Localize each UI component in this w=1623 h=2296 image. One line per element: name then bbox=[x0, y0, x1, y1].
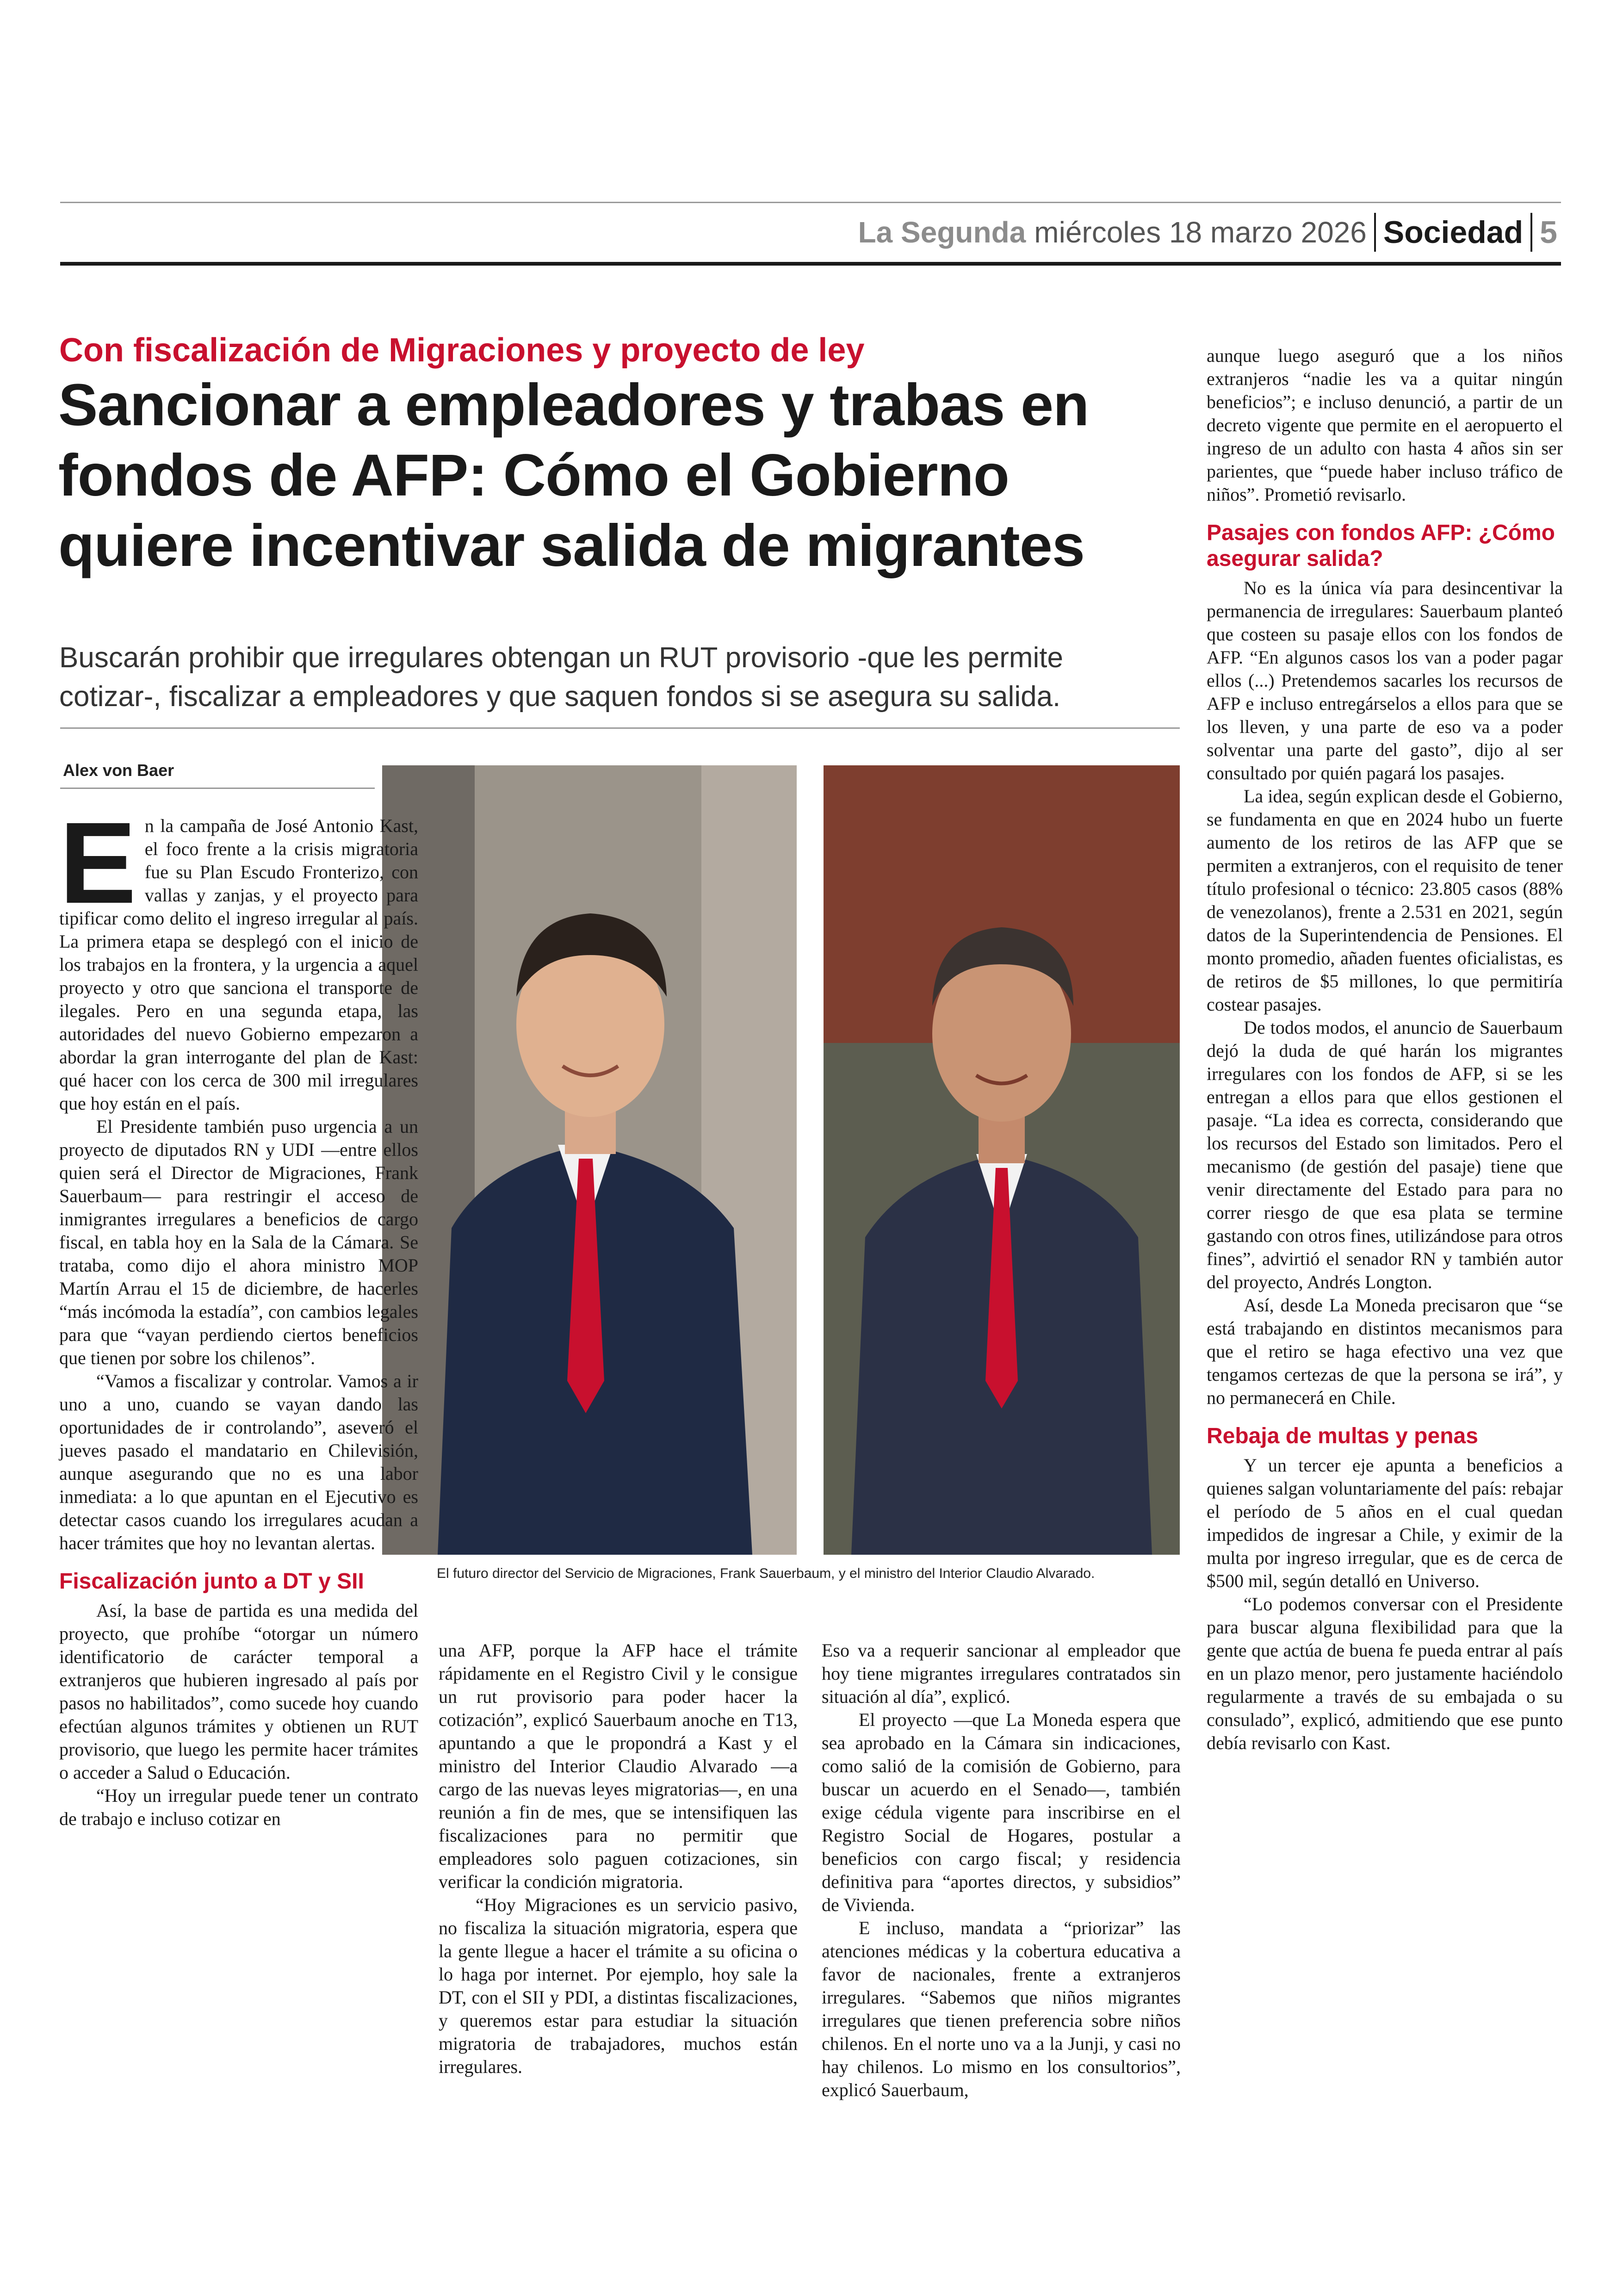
article-column-3 bbox=[822, 1639, 1181, 2102]
article-column-2 bbox=[439, 1639, 798, 2079]
paragraph: aunque luego aseguró que a los niños extranjeros “nadie les va a quitar ningún beneficios”; e incluso denunció, a partir de un decreto vigente que permite en el aeropuerto el ingreso de un adulto con hasta 4 años sin ser parientes, que “puede haber incluso tráfico de niños”. Prometió revisarlo. bbox=[1207, 345, 1563, 505]
newspaper-name: La Segunda bbox=[858, 216, 1026, 249]
dek-line: Buscarán prohibir que irregulares obtengan un RUT provisorio -que les permite bbox=[59, 642, 1063, 674]
header-divider-2 bbox=[1530, 213, 1532, 252]
issue-date: miércoles 18 marzo 2026 bbox=[1034, 216, 1367, 249]
photo-claudio-alvarado bbox=[824, 765, 1180, 1555]
portrait-illustration-2 bbox=[824, 765, 1180, 1555]
paragraph: No es la única vía para desincentivar la permanencia de irregulares: Sauerbaum planteó que costeen su pasaje ellos con los fondos de AFP. “En algunos casos los van a poder pagar ellos (...) Pretendemos sacarles los recursos de AFP e incluso entregárselos a ellos para que se los lleven, y una parte de eso va a poder solventar una parte del gasto”, dijo al ser consultado por quién pagará los pasajes. bbox=[1207, 577, 1563, 783]
page-header bbox=[858, 207, 1557, 257]
photo-frank-sauerbaum bbox=[382, 765, 797, 1555]
paragraph: La idea, según explican desde el Gobierno, se fundamenta en que en 2024 hubo un fuerte aumento de los retiros de las AFP que se permiten a extranjeros, con el requisito de tener título profesional o técnico: 23.805 casos (88% de venezolanos), frente a 2.531 en 2021, según datos de la Superintendencia de Pensiones. El monto promedio, añaden fuentes oficialistas, es de retiros de $5 millones, lo que permitiría costear pasajes. bbox=[1207, 786, 1563, 1015]
subheading-rebaja: Rebaja de multas y penas bbox=[1207, 1424, 1478, 1448]
header-bottom-rule bbox=[60, 262, 1561, 266]
article-column-4 bbox=[1207, 344, 1563, 1755]
dek-line: cotizar-, fiscalizar a empleadores y que saquen fondos si se asegura su salida. bbox=[59, 681, 1061, 713]
headline-line: Sancionar a empleadores y trabas en bbox=[58, 372, 1089, 438]
article-dek bbox=[59, 639, 1179, 716]
byline: Alex von Baer bbox=[63, 761, 174, 780]
paragraph: De todos modos, el anuncio de Sauerbaum dejó la duda de qué harán los migrantes irregulares con los fondos de AFP, si se les entregan a ellos para que ellos gestionen el pasaje. “La idea es correcta, considerando que los recursos del Estado son limitados. Pero el mecanismo (de gestión del pasaje) tiene que venir directamente del Estado para para no correr riesgo de que esa plata se termine gastando con otros fines, utilizándose para otros fines”, advirtió el senador RN y también autor del proyecto, Andrés Longton. bbox=[1207, 1017, 1563, 1292]
paragraph: “Vamos a fiscalizar y controlar. Vamos a ir uno a uno, cuando se vayan dando las oportunidades de ir controlando”, aseveró el jueves pasado el mandatario en Chilevisión, aunque asegurando que no es una labor inmediata: a lo que apuntan en el Ejecutivo es detectar casos cuando los irregulares acudan a hacer trámites que hoy no levantan alertas. bbox=[59, 1371, 418, 1553]
drop-cap: E bbox=[59, 798, 136, 927]
paragraph: El Presidente también puso urgencia a un proyecto de diputados RN y UDI —entre ellos quien será el Director de Migraciones, Frank Sauerbaum— para restringir el acceso de inmigrantes irregulares a beneficios de cargo fiscal, en tabla hoy en la Sala de la Cámara. Se trataba, como dijo el ahora ministro MOP Martín Arrau el 15 de diciembre, de hacerles “más incómoda la estadía”, con cambios legales para que “vayan perdiendo ciertos beneficios que tienen por sobre los chilenos”. bbox=[59, 1116, 418, 1368]
dek-rule bbox=[60, 727, 1180, 729]
paragraph: una AFP, porque la AFP hace el trámite rápidamente en el Registro Civil y le consigue un rut provisorio para poder hacer la cotización”, explicó Sauerbaum anoche en T13, apuntando a que le propondrá a Kast y el ministro del Interior Claudio Alvarado —a cargo de las nuevas leyes migratorias—, en una reunión a fin de mes, que se intensifiquen las fiscalizaciones para no permitir que empleadores solo paguen cotizaciones, sin verificar la condición migratoria. bbox=[439, 1640, 798, 1892]
paragraph: Así, desde La Moneda precisaron que “se está trabajando en distintos mecanismos para que el retiro se haga efectivo una vez que tengamos certezas de que la persona se irá”, y no permanecerá en Chile. bbox=[1207, 1295, 1563, 1408]
paragraph: “Hoy Migraciones es un servicio pasivo, no fiscaliza la situación migratoria, espera que la gente llegue a hacer el trámite a su oficina o lo haga por internet. Por ejemplo, hoy sale la DT, con el SII y PDI, a distintas fiscalizaciones, y queremos estar para estudiar la situación migratoria de trabajadores, muchos están irregulares. bbox=[439, 1894, 798, 2077]
photo-caption: El futuro director del Servicio de Migraciones, Frank Sauerbaum, y el ministro del Interior Claudio Alvarado. bbox=[437, 1566, 1095, 1581]
paragraph bbox=[59, 798, 418, 1115]
headline-line: quiere incentivar salida de migrantes bbox=[58, 513, 1085, 579]
article-kicker: Con fiscalización de Migraciones y proyecto de ley bbox=[59, 332, 865, 369]
subheading-fiscalizacion: Fiscalización junto a DT y SII bbox=[59, 1569, 364, 1594]
paragraph: Eso va a requerir sancionar al empleador que hoy tiene migrantes irregulares contratados sin situación al día”, explicó. bbox=[822, 1640, 1181, 1707]
subheading-pasajes: Pasajes con fondos AFP: ¿Cómo asegurar salida? bbox=[1207, 521, 1555, 571]
paragraph: Y un tercer eje apunta a beneficios a quienes salgan voluntariamente del país: rebajar el período de 5 años en el cual quedan impedidos de ingresar a Chile, y eximir de la multa por ingreso irregular, que es de cerca de $500 mil, según detalló en Universo. bbox=[1207, 1455, 1563, 1591]
paragraph: “Lo podemos conversar con el Presidente para buscar alguna flexibilidad para que la gente que actúa de buena fe pueda entrar al país en un plazo menor, pero justamente haciéndolo regularmente a través de su embajada o su consulado”, explicó, admitiendo que ese punto debía revisarlo con Kast. bbox=[1207, 1594, 1563, 1753]
paragraph-text: n la campaña de José Antonio Kast, el foco frente a la crisis migratoria fue su Plan Escudo Fronterizo, con vallas y zanjas, y el proyecto para tipificar como delito el ingreso irregular al país. La primera etapa se desplegó con el inicio de los trabajos en la frontera, y la urgencia a aquel proyecto y otro que sanciona el transporte de ilegales. Pero en una segunda etapa, las autoridades del nuevo Gobierno empezaron a abordar la gran interrogante del plan de Kast: qué hacer con los cerca de 300 mil irregulares que hoy están en el país. bbox=[59, 815, 418, 1114]
article-column-1 bbox=[59, 798, 418, 1831]
paragraph: Así, la base de partida es una medida del proyecto, que prohíbe “otorgar un número identificatorio de carácter temporal a extranjeros que hubieren ingresado al país por pasos no habilitados”, como sucede hoy cuando efectúan algunos trámites y obtienen un RUT provisorio, que luego les permite hacer trámites o acceder a Salud o Educación. bbox=[59, 1600, 418, 1783]
page-number: 5 bbox=[1540, 215, 1557, 250]
paragraph: El proyecto —que La Moneda espera que sea aprobado en la Cámara sin indicaciones, como salió de la comisión de Gobierno, para buscar un acuerdo en el Senado—, también exige cédula vigente para inscribirse en el Registro Social de Hogares, postular a beneficios con cargo fiscal; y residencia definitiva para “aportes directos, y subsidios” de Vivienda. bbox=[822, 1709, 1181, 1915]
portrait-illustration bbox=[382, 765, 797, 1555]
section-name: Sociedad bbox=[1383, 215, 1524, 250]
byline-rule bbox=[60, 788, 375, 789]
paragraph: “Hoy un irregular puede tener un contrato de trabajo e incluso cotizar en bbox=[59, 1785, 418, 1829]
paragraph: E incluso, mandata a “priorizar” las atenciones médicas y la cobertura educativa a favor de nacionales, frente a extranjeros irregulares. “Sabemos que niños migrantes irregulares que tienen preferencia sobre niños chilenos. En el norte uno va a la Junji, y casi no hay chilenos. Lo mismo en los consultorios”, explicó Sauerbaum, bbox=[822, 1917, 1181, 2100]
header-divider bbox=[1374, 213, 1376, 252]
headline-line: fondos de AFP: Cómo el Gobierno bbox=[58, 442, 1009, 509]
article-headline bbox=[58, 370, 1187, 581]
header-top-rule bbox=[60, 202, 1561, 203]
